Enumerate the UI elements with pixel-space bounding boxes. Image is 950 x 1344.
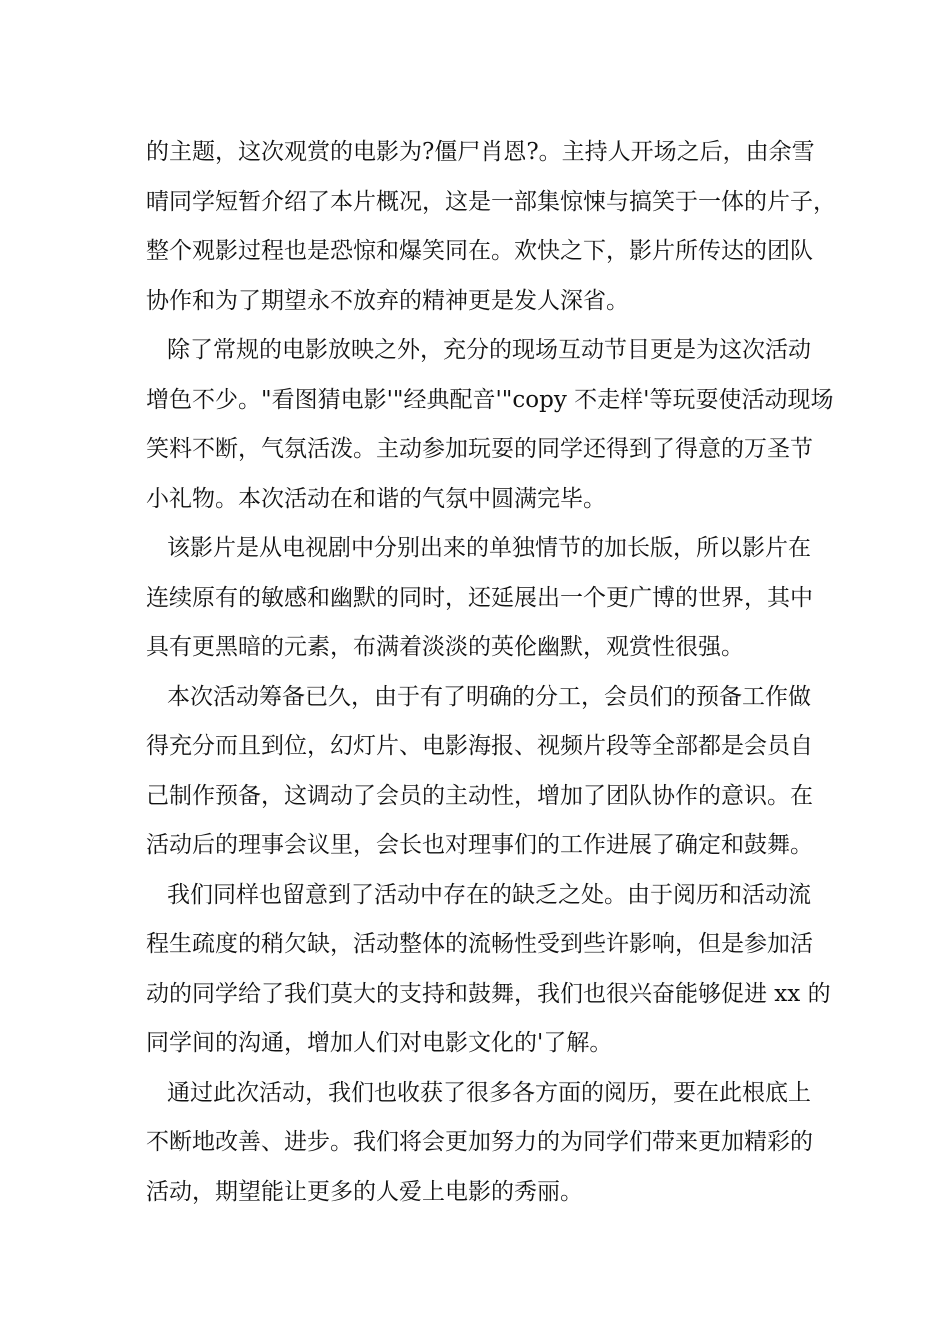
text-line: 具有更黑暗的元素，布满着淡淡的英伦幽默，观赏性很强。 <box>146 634 744 660</box>
paragraph-6 <box>146 1069 814 1218</box>
text-line: 整个观影过程也是恐惊和爆笑同在。欢快之下，影片所传达的团队 <box>146 238 813 264</box>
text-line: 连续原有的敏感和幽默的同时，还延展出一个更广博的世界，其中 <box>146 584 813 611</box>
text-line: 通过此次活动，我们也收获了很多各方面的阅历，要在此根底上 <box>167 1079 811 1106</box>
text-line: 除了常规的电影放映之外，充分的现场互动节目更是为这次活动 <box>167 337 811 363</box>
text-line: 晴同学短暂介绍了本片概况，这是一部集惊悚与搞笑于一体的片子， <box>146 188 836 215</box>
paragraph-1 <box>146 128 836 326</box>
text-line: 小礼物。本次活动在和谐的气氛中圆满完毕。 <box>146 485 606 512</box>
paragraph-2 <box>146 326 834 524</box>
text-line: 笑料不断，气氛活泼。主动参加玩耍的同学还得到了得意的万圣节 <box>146 436 813 462</box>
text-line: 的主题，这次观赏的电影为?僵尸肖恩?。主持人开场之后，由余雪 <box>146 139 815 165</box>
text-line: 本次活动筹备已久，由于有了明确的分工，会员们的预备工作做 <box>167 683 811 710</box>
text-line: 程生疏度的稍欠缺，活动整体的流畅性受到些许影响，但是参加活 <box>146 931 813 957</box>
text-line: 得充分而且到位，幻灯片、电影海报、视频片段等全部都是会员自 <box>146 733 813 759</box>
text-line: 不断地改善、进步。我们将会更加努力的为同学们带来更加精彩的 <box>146 1129 813 1155</box>
text-line: 增色不少。"看图猜电影'"经典配音'"copy 不走样'等玩耍使活动现场 <box>146 386 834 413</box>
text-line: 活动后的理事会议里，会长也对理事们的工作进展了确定和鼓舞。 <box>146 832 813 858</box>
text-line: 协作和为了期望永不放弃的精神更是发人深省。 <box>146 287 629 314</box>
text-line: 动的同学给了我们莫大的支持和鼓舞，我们也很兴奋能够促进 xx 的 <box>146 980 831 1007</box>
paragraph-3 <box>146 524 814 673</box>
document-body <box>146 128 836 1217</box>
text-line: 同学间的沟通，增加人们对电影文化的'了解。 <box>146 1030 613 1056</box>
text-line: 该影片是从电视剧中分别出来的单独情节的加长版，所以影片在 <box>167 535 811 561</box>
paragraph-4 <box>146 673 814 871</box>
text-line: 活动，期望能让更多的人爱上电影的秀丽。 <box>146 1178 583 1205</box>
text-line: 我们同样也留意到了活动中存在的缺乏之处。由于阅历和活动流 <box>167 881 811 908</box>
text-line: 己制作预备，这调动了会员的主动性，增加了团队协作的意识。在 <box>146 782 813 809</box>
paragraph-5 <box>146 871 831 1069</box>
